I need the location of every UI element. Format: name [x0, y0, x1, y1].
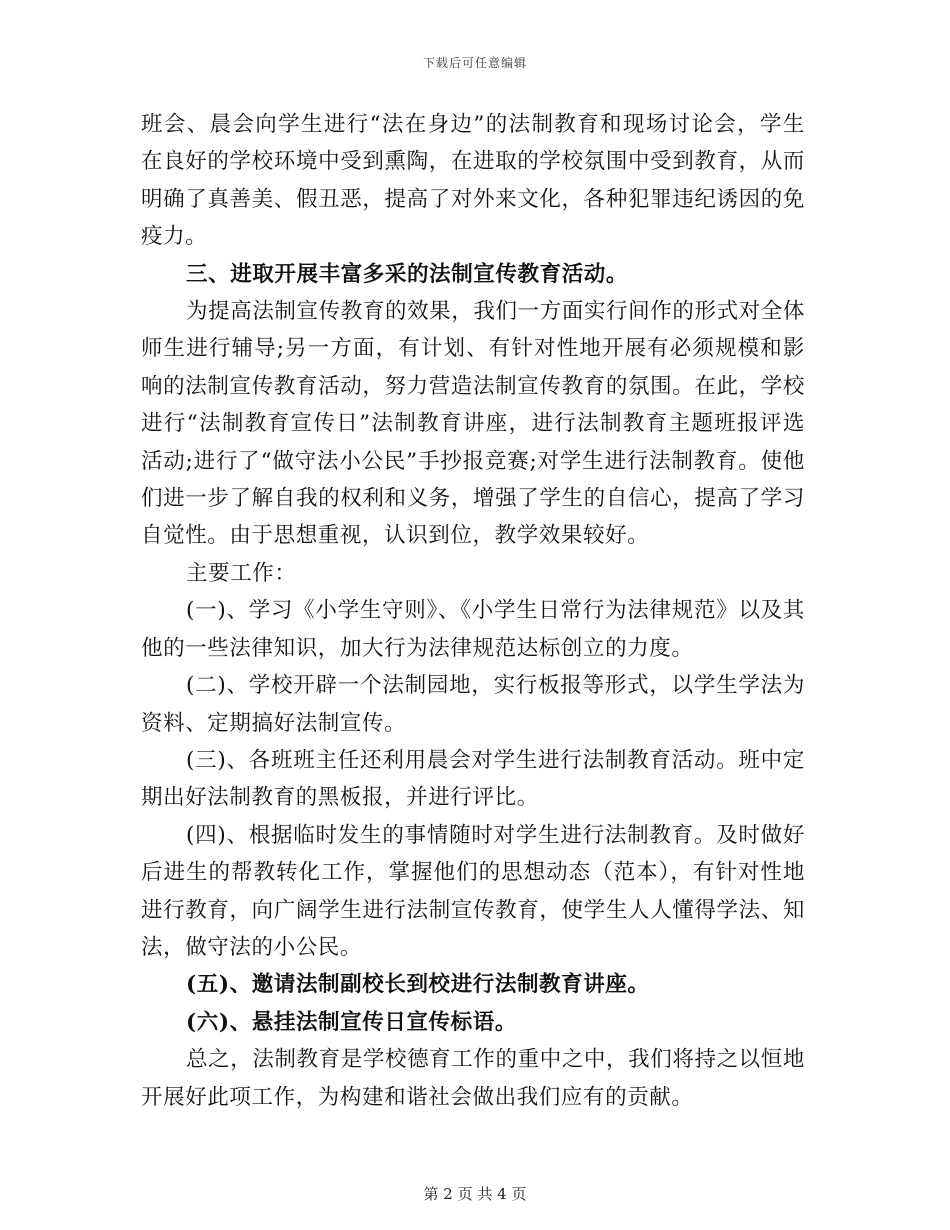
paragraph: 为提高法制宣传教育的效果，我们一方面实行间作的形式对全体师生进行辅导;另一方面，有计划、有针对性地开展有必须规模和影响的法制宣传教育活动，努力营造法制宣传教育的氛围。在此，学校进行“法制教育宣传日”法制教育讲座，进行法制教育主题班报评选活动;进行了“做守法小公民”手抄报竞赛;对学生进行法制教育。使他们进一步了解自我的权利和义务，增强了学生的自信心，提高了学习自觉性。由于思想重视，认识到位，教学效果较好。: [141, 299, 805, 549]
work-item-3: (三)、各班班主任还利用晨会对学生进行法制教育活动。班中定期出好法制教育的黑板报，并进行评比。: [141, 747, 805, 811]
work-item-5: (五)、邀请法制副校长到校进行法制教育讲座。: [186, 972, 650, 998]
conclusion-paragraph: 总之，法制教育是学校德育工作的重中之中，我们将持之以恒地开展好此项工作，为构建和谐社会做出我们应有的贡献。: [141, 1047, 805, 1110]
work-item-6: (六)、悬挂法制宣传日宣传标语。: [186, 1009, 517, 1035]
work-item-1: (一)、学习《小学生守则》、《小学生日常行为法律规范》以及其他的一些法律知识，加大行为法律规范达标创立的力度。: [141, 598, 805, 661]
page-header: 下载后可任意编辑: [422, 56, 527, 70]
document-body: [141, 106, 805, 1116]
paragraph-continuation: 班会、晨会向学生进行“法在身边”的法制教育和现场讨论会，学生在良好的学校环境中受到熏陶，在进取的学校氛围中受到教育，从而明确了真善美、假丑恶，提高了对外来文化，各种犯罪违纪诱因的免疫力。: [141, 112, 805, 250]
section-heading: 三、进取开展丰富多采的法制宣传教育活动。: [186, 261, 629, 287]
work-item-4: (四)、根据临时发生的事情随时对学生进行法制教育。及时做好后进生的帮教转化工作，掌握他们的思想动态（范本），有针对性地进行教育，向广阔学生进行法制宣传教育，使学生人人懂得学法、知法，做守法的小公民。: [141, 822, 805, 960]
subheading-main-work: 主要工作：: [186, 560, 297, 586]
page-footer: 第 2 页 共 4 页: [423, 1185, 527, 1203]
work-item-2: (二)、学校开辟一个法制园地，实行板报等形式，以学生学法为资料、定期搞好法制宣传。: [141, 673, 805, 736]
